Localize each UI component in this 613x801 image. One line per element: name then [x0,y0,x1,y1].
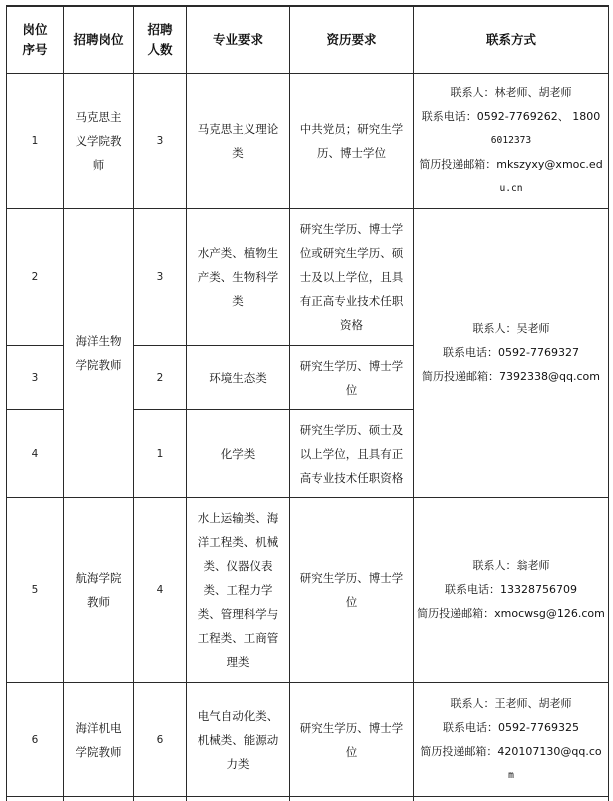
row-divider-6 [6,796,609,797]
header-major: 专业要求 [212,32,263,47]
row6-seq: 6 [31,733,39,746]
row2-education: 研究生学历、博士学 位或研究生学历、硕 士及以上学位，且具 有正高专业技术任职 资格 [299,222,404,332]
row5-contact: 联系人：翁老师 联系电话：13328756709 简历投递邮箱：xmocwsg@126.com [417,559,605,620]
row5-count: 4 [156,584,164,596]
row4-major: 化学类 [220,446,256,461]
rows2-4-position: 海洋生物 学院教师 [75,334,122,372]
row6-education: 研究生学历、博士学 位 [299,720,404,759]
row3-major: 环境生态类 [209,370,267,385]
row2-major: 水产类、植物生 产类、生物科学 类 [197,246,279,308]
row4-count: 1 [156,447,164,460]
rows2-4-contact: 联系人：吴老师 联系电话：0592-7769327 简历投递邮箱：7392338@qq.com [422,322,600,383]
header-seq: 岗位 序号 [22,22,48,57]
row5-major: 水上运输类、海 洋工程类、机械 类、仪器仪表 类、工程力学 类、管理科学与 工程类、工商管 理类 [197,511,279,669]
row5-position: 航海学院 教师 [75,571,122,609]
row1-education: 中共党员；研究生学 历、博士学位 [299,122,404,160]
row1-count: 3 [156,135,164,147]
row2-count: 3 [156,271,164,283]
row6-contact: 联系人：王老师、胡老师 联系电话：0592-7769325 简历投递邮箱：420107130@qq.co m [420,696,602,781]
row3-count: 2 [156,371,164,384]
row2-seq: 2 [31,271,39,283]
header-position: 招聘岗位 [73,32,124,47]
row1-seq: 1 [31,135,39,147]
row1-position: 马克思主 义学院教 师 [75,110,122,172]
row1-major: 马克思主义理论 类 [197,122,279,160]
row6-major: 电气自动化类、 机械类、能源动 力类 [197,708,279,771]
row3-seq: 3 [31,371,39,384]
row6-count: 6 [156,733,164,746]
row1-contact: 联系人：林老师、胡老师 联系电话：0592-7769262、 1800 6012373 简历投递邮箱：mkszyxy@xmoc.ed u.cn [419,86,603,194]
row4-seq: 4 [31,447,39,460]
row3-education: 研究生学历、博士学 位 [299,358,404,397]
row6-position: 海洋机电 学院教师 [75,720,122,759]
row4-education: 研究生学历、硕士及 以上学位，且具有正 高专业技术任职资格 [299,422,404,485]
header-education: 资历要求 [326,32,377,47]
header-contact: 联系方式 [485,32,536,47]
col-border-right [608,5,609,801]
row5-seq: 5 [31,584,39,596]
header-count: 招聘 人数 [147,22,173,57]
row5-education: 研究生学历、博士学 位 [299,571,404,609]
